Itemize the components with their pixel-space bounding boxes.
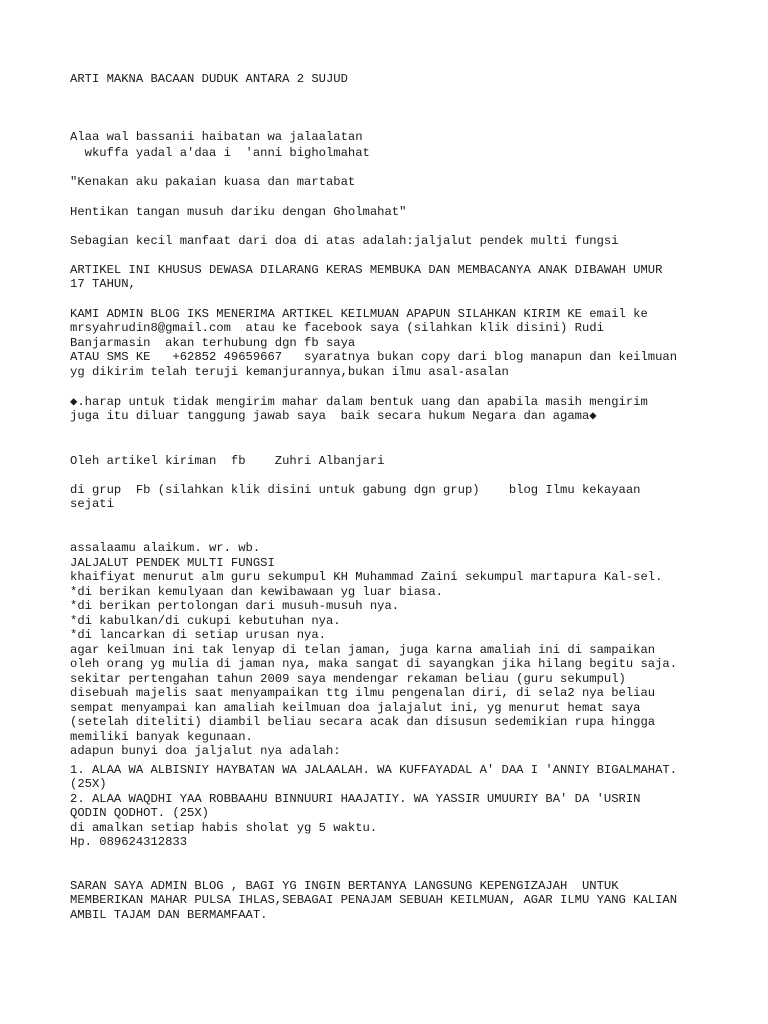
text-line: agar keilmuan ini tak lenyap di telan jaman, juga karna amaliah ini di sampaikan <box>70 643 656 657</box>
text-line: Hp. 089624312833 <box>70 835 188 849</box>
text-line: ATAU SMS KE +62852 49659667 syaratnya bukan copy dari blog manapun dan keilmuan <box>70 350 678 364</box>
text-line: *di lancarkan di setiap urusan nya. <box>70 628 326 642</box>
text-line: QODIN QODHOT. (25X) <box>70 806 209 820</box>
text-line: di grup Fb (silahkan klik disini untuk gabung dgn grup) blog Ilmu kekayaan <box>70 483 641 497</box>
text-line: juga itu diluar tanggung jawab saya baik secara hukum Negara dan agama◆ <box>70 409 597 423</box>
text-line: sempat menyampai kan amaliah keilmuan doa jalajalut ini, yg menurut hemat saya <box>70 701 641 715</box>
text-line: 2. ALAA WAQDHI YAA ROBBAAHU BINNUURI HAAJATIY. WA YASSIR UMUURIY BA' DA 'USRIN <box>70 792 641 806</box>
text-line: di amalkan setiap habis sholat yg 5 waktu. <box>70 821 378 835</box>
text-line: Sebagian kecil manfaat dari doa di atas adalah:jaljalut pendek multi fungsi <box>70 234 619 248</box>
text-line: memiliki banyak kegunaan. <box>70 730 253 744</box>
document-title: ARTI MAKNA BACAAN DUDUK ANTARA 2 SUJUD <box>70 72 348 86</box>
text-line: khaifiyat menurut alm guru sekumpul KH Muhammad Zaini sekumpul martapura Kal-sel. <box>70 570 663 584</box>
text-line: mrsyahrudin8@gmail.com atau ke facebook saya (silahkan klik disini) Rudi <box>70 321 604 335</box>
text-line: *di berikan kemulyaan dan kewibawaan yg luar biasa. <box>70 585 443 599</box>
text-line: ◆.harap untuk tidak mengirim mahar dalam bentuk uang dan apabila masih mengirim <box>70 395 648 409</box>
text-line: Banjarmasin akan terhubung dgn fb saya <box>70 336 356 350</box>
text-line: assalaamu alaikum. wr. wb. <box>70 541 261 555</box>
text-line: Hentikan tangan musuh dariku dengan Gholmahat" <box>70 205 407 219</box>
text-line: adapun bunyi doa jaljalut nya adalah: <box>70 744 341 758</box>
text-line: SARAN SAYA ADMIN BLOG , BAGI YG INGIN BERTANYA LANGSUNG KEPENGIZAJAH UNTUK <box>70 879 619 893</box>
text-line: sekitar pertengahan tahun 2009 saya mendengar rekaman beliau (guru sekumpul) <box>70 672 626 686</box>
text-line: (25X) <box>70 777 107 791</box>
text-line: 1. ALAA WA ALBISNIY HAYBATAN WA JALAALAH. WA KUFFAYADAL A' DAA I 'ANNIY BIGALMAHAT. <box>70 763 678 777</box>
text-line: JALJALUT PENDEK MULTI FUNGSI <box>70 556 275 570</box>
text-line: oleh orang yg mulia di jaman nya, maka sangat di sayangkan jika hilang begitu saja. <box>70 657 678 671</box>
text-line: AMBIL TAJAM DAN BERMAMFAAT. <box>70 908 268 922</box>
text-line: wkuffa yadal a'daa i 'anni bigholmahat <box>70 146 370 160</box>
text-line: MEMBERIKAN MAHAR PULSA IHLAS,SEBAGAI PENAJAM SEBUAH KEILMUAN, AGAR ILMU YANG KALIAN <box>70 893 678 907</box>
text-line: Alaa wal bassanii haibatan wa jalaalatan <box>70 130 363 144</box>
text-line: *di berikan pertolongan dari musuh-musuh nya. <box>70 599 400 613</box>
text-line: *di kabulkan/di cukupi kebutuhan nya. <box>70 614 341 628</box>
text-line: "Kenakan aku pakaian kuasa dan martabat <box>70 175 356 189</box>
text-line: (setelah diteliti) diambil beliau secara acak dan disusun sedemikian rupa hingga <box>70 715 656 729</box>
text-line: 17 TAHUN, <box>70 277 136 291</box>
text-line: sejati <box>70 497 114 511</box>
text-line: Oleh artikel kiriman fb Zuhri Albanjari <box>70 454 385 468</box>
text-line: ARTIKEL INI KHUSUS DEWASA DILARANG KERAS MEMBUKA DAN MEMBACANYA ANAK DIBAWAH UMUR <box>70 263 663 277</box>
text-line: KAMI ADMIN BLOG IKS MENERIMA ARTIKEL KEILMUAN APAPUN SILAHKAN KIRIM KE email ke <box>70 307 648 321</box>
text-line: yg dikirim telah teruji kemanjurannya,bukan ilmu asal-asalan <box>70 365 509 379</box>
text-line: disebuah majelis saat menyampaikan ttg ilmu pengenalan diri, di sela2 nya beliau <box>70 686 656 700</box>
